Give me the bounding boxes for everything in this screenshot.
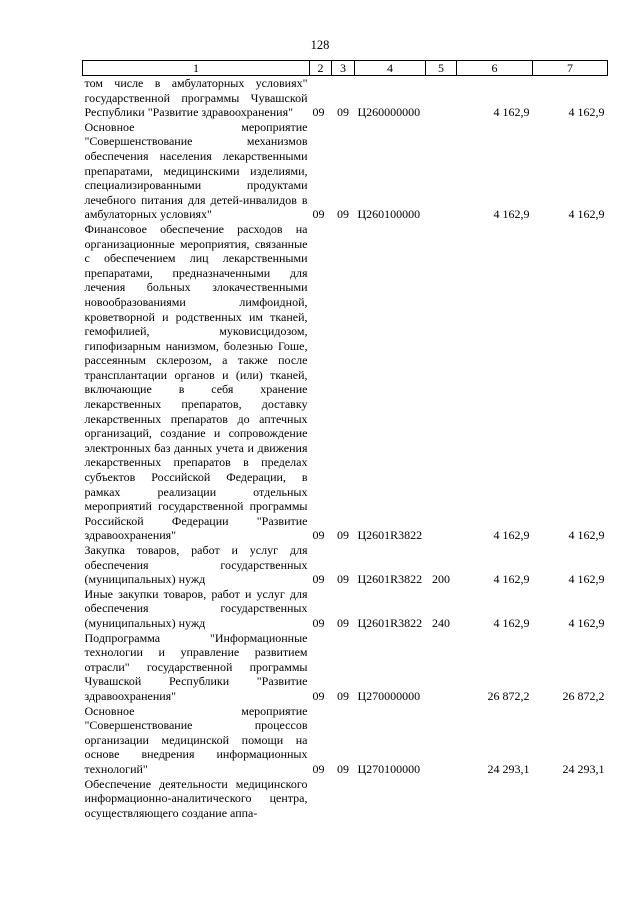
- amount-col7: 24 293,1: [562, 761, 605, 776]
- target-article-code: Ц260100000: [357, 207, 421, 222]
- section-code: 09: [312, 761, 325, 776]
- subsection-code: 09: [337, 528, 349, 543]
- item-name: Обеспечение деятельности медицинского информационно-аналитического центра, осуществляющего создание аппа-: [84, 776, 308, 820]
- subsection-code: 09: [337, 688, 349, 703]
- col-header: 3: [332, 61, 355, 76]
- target-article-code: Ц270100000: [357, 761, 421, 776]
- item-name: Закупка товаров, работ и услуг для обеспечения государственных (муниципальных) нужд: [84, 543, 308, 587]
- amount-col7: 4 162,9: [568, 207, 605, 222]
- col-header: 7: [533, 61, 608, 76]
- subsection-code: 09: [337, 761, 349, 776]
- item-name: Основное мероприятие "Совершенствование механизмов обеспечения населения лекарственными препаратами, медицинскими изделиями, специализированными продуктами лечебного питания для детей-инвалидов в амбулаторных условиях": [84, 119, 308, 222]
- section-code: [310, 777, 332, 821]
- col-header: 5: [426, 61, 457, 76]
- item-name: том числе в амбулаторных условиях" государственной программы Чувашской Республики "Развитие здравоохранения": [84, 76, 308, 120]
- header-row: [83, 61, 608, 76]
- section-code: 09: [312, 105, 325, 120]
- item-name: Подпрограмма "Информационные технологии и управление развитием отрасли" государственной программы Чувашской Республики "Развитие здравоохранения": [84, 630, 308, 703]
- amount-col6: 4 162,9: [493, 528, 530, 543]
- item-name: Иные закупки товаров, работ и услуг для обеспечения государственных (муниципальных) нужд: [84, 586, 308, 630]
- col-header: 4: [355, 61, 426, 76]
- amount-col6: 26 872,2: [487, 688, 530, 703]
- expense-type-code: [426, 222, 457, 543]
- table-row: [83, 704, 608, 777]
- table-row: [83, 777, 608, 821]
- target-article-code: Ц2601R3822: [357, 528, 423, 543]
- amount-col7: 4 162,9: [568, 105, 605, 120]
- amount-col7: 26 872,2: [562, 688, 605, 703]
- subsection-code: 09: [337, 615, 349, 630]
- section-code: 09: [312, 615, 325, 630]
- section-code: 09: [312, 207, 325, 222]
- budget-table: [82, 60, 608, 820]
- table-row: [83, 76, 608, 120]
- subsection-code: 09: [337, 572, 349, 587]
- col-header: 6: [457, 61, 533, 76]
- amount-col6: 4 162,9: [493, 572, 530, 587]
- subsection-code: 09: [337, 105, 349, 120]
- table-row: [83, 120, 608, 222]
- amount-col6: [457, 777, 533, 821]
- expense-type-code: [426, 120, 457, 222]
- section-code: 09: [312, 572, 325, 587]
- target-article-code: Ц270000000: [357, 688, 421, 703]
- target-article-code: Ц260000000: [357, 105, 421, 120]
- amount-col7: 4 162,9: [568, 572, 605, 587]
- section-code: 09: [312, 528, 325, 543]
- subsection-code: 09: [337, 207, 349, 222]
- col-header: 2: [310, 61, 332, 76]
- target-article-code: Ц2601R3822: [357, 615, 423, 630]
- table-row: [83, 222, 608, 543]
- table-row: [83, 631, 608, 704]
- expense-type-code: [426, 631, 457, 704]
- target-article-code: [355, 777, 426, 821]
- item-name: Финансовое обеспечение расходов на организационные мероприятия, связанные с обеспечением лиц лекарственными препаратами, предназначенными для лечения больных злокачественными новообразованиями лимфоидной, кроветворной и родственных им тканей, гемофилией, муковисцидозом, гипофизарным нанизмом, болезнью Гоше, рассеянным склерозом, а также после трансплантации органов и (или) тканей, включающие в себя хранение лекарственных препаратов, доставку лекарственных препаратов до аптечных организаций, создание и сопровождение электронных баз данных учета и движения лекарственных препаратов в пределах субъектов Российской Федерации, в рамках реализации отдельных мероприятий государственной программы Российской Федерации "Развитие здравоохранения": [84, 221, 308, 543]
- amount-col6: 4 162,9: [493, 207, 530, 222]
- amount-col6: 24 293,1: [487, 761, 530, 776]
- amount-col7: 4 162,9: [568, 528, 605, 543]
- expense-type-code: 240: [432, 615, 450, 630]
- col-header: 1: [83, 61, 310, 76]
- amount-col6: 4 162,9: [493, 615, 530, 630]
- target-article-code: Ц2601R3822: [357, 572, 423, 587]
- expense-type-code: 200: [432, 572, 450, 587]
- subsection-code: [332, 777, 355, 821]
- page-number: 128: [310, 38, 330, 52]
- table-row: [83, 587, 608, 631]
- expense-type-code: [426, 76, 457, 120]
- amount-col7: [533, 777, 608, 821]
- table-row: [83, 543, 608, 587]
- expense-type-code: [426, 777, 457, 821]
- amount-col6: 4 162,9: [493, 105, 530, 120]
- item-name: Основное мероприятие "Совершенствование процессов организации медицинской помощи на основе внедрения информационных технологий": [84, 703, 308, 776]
- amount-col7: 4 162,9: [568, 615, 605, 630]
- section-code: 09: [312, 688, 325, 703]
- expense-type-code: [426, 704, 457, 777]
